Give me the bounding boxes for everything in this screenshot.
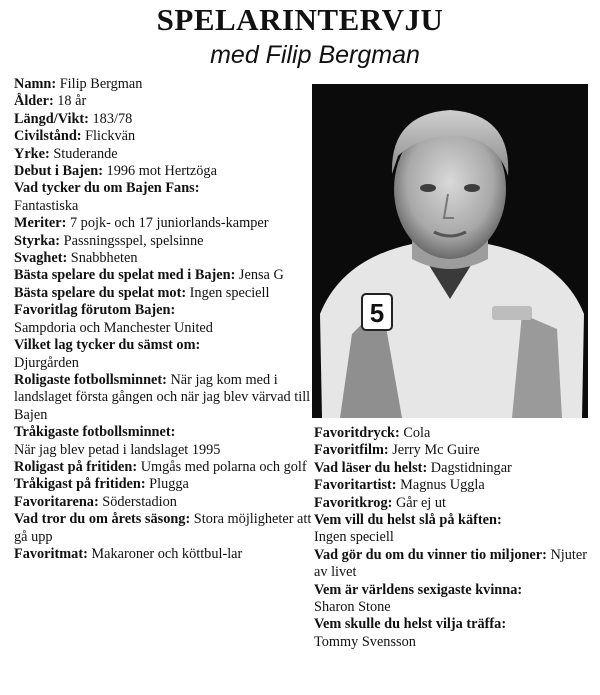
jersey-number: 5 xyxy=(369,298,385,328)
entry-vilja-traffa xyxy=(314,616,600,651)
entry-favoritfilm xyxy=(314,442,600,459)
entry-svaghet xyxy=(14,250,314,267)
question: Vem skulle du helst vilja träffa: xyxy=(314,616,507,633)
entry-laser xyxy=(314,460,600,477)
question: Yrke: xyxy=(14,145,50,162)
question: Favoritfilm: xyxy=(314,442,389,459)
question: Tråkigast på fritiden: xyxy=(14,476,146,493)
entry-favoritdryck xyxy=(314,425,600,442)
answer: Studerande xyxy=(53,145,118,162)
question: Bästa spelare du spelat med i Bajen: xyxy=(14,267,236,284)
question: Favoritartist: xyxy=(314,477,397,494)
entry-favoritmat xyxy=(14,546,314,563)
entry-favoritkrog xyxy=(314,495,600,512)
answer: Söderstadion xyxy=(102,493,177,510)
entry-styrka xyxy=(14,233,314,250)
question: Meriter: xyxy=(14,215,67,232)
answer: Cola xyxy=(403,425,431,441)
question: Styrka: xyxy=(14,232,61,249)
answer: När jag kom med i landslaget första gången och när jag blev värvad till Bajen xyxy=(14,371,311,423)
entry-basta-med xyxy=(14,267,314,284)
answer: Sampdoria och Manchester United xyxy=(14,319,213,336)
answer: Djurgården xyxy=(14,354,79,371)
question: Favoritlag förutom Bajen: xyxy=(14,302,176,319)
entry-favoritartist xyxy=(314,477,600,494)
entry-roligast-fritid xyxy=(14,459,314,476)
right-eye xyxy=(464,184,480,192)
question: Vad gör du om du vinner tio miljoner: xyxy=(314,546,547,563)
entry-sexigaste-kvinna xyxy=(314,582,600,617)
question: Längd/Vikt: xyxy=(14,110,89,127)
question: Namn: xyxy=(14,76,57,92)
entry-bajen-fans xyxy=(14,180,314,215)
answer: Jerry Mc Guire xyxy=(392,442,480,459)
answer: 7 pojk- och 17 juniorlands-kamper xyxy=(69,215,269,232)
answer: Tommy Svensson xyxy=(314,633,416,650)
answer: Umgås med polarna och golf xyxy=(140,458,307,475)
entry-yrke xyxy=(14,146,314,163)
answer: Plugga xyxy=(149,476,189,493)
answer: Magnus Uggla xyxy=(400,477,485,494)
answer: Går ej ut xyxy=(395,494,446,511)
entry-alder xyxy=(14,93,314,110)
answer: Ingen speciell xyxy=(189,284,270,301)
answer: Njuter av livet xyxy=(314,546,587,581)
answer: När jag blev petad i landslaget 1995 xyxy=(14,441,221,458)
answer: Stora möjligheter att gå upp xyxy=(14,511,312,545)
page-title: SPELARINTERVJU xyxy=(156,2,444,37)
answer: Sharon Stone xyxy=(314,599,391,616)
answer: 1996 mot Hertzöga xyxy=(106,163,217,180)
entry-basta-mot xyxy=(14,285,314,302)
answer: 183/78 xyxy=(92,110,133,127)
answer: Dagstidningar xyxy=(430,459,512,476)
question: Vad tror du om årets säsong: xyxy=(14,511,191,528)
entry-samst-lag xyxy=(14,337,314,372)
question: Favoritdryck: xyxy=(314,425,400,441)
question: Vem vill du helst slå på käften: xyxy=(314,512,502,529)
entry-trakigast-fritid xyxy=(14,476,314,493)
answer: Makaroner och köttbul-lar xyxy=(91,545,243,562)
question: Svaghet: xyxy=(14,250,68,267)
entry-trakigaste-minne xyxy=(14,424,314,459)
entry-sla-kaften xyxy=(314,512,600,547)
question: Roligast på fritiden: xyxy=(14,458,138,475)
entry-meriter xyxy=(14,215,314,232)
player-photo xyxy=(312,84,588,418)
answer: Flickvän xyxy=(85,128,136,145)
left-eye xyxy=(420,184,436,192)
question: Favoritkrog: xyxy=(314,494,393,511)
entry-civilstand xyxy=(14,128,314,145)
entry-namn xyxy=(14,76,314,93)
question: Vad tycker du om Bajen Fans: xyxy=(14,180,200,197)
entry-debut xyxy=(14,163,314,180)
question: Vad läser du helst: xyxy=(314,459,428,476)
question: Vem är världens sexigaste kvinna: xyxy=(314,581,523,598)
question: Vilket lag tycker du sämst om: xyxy=(14,337,201,354)
entry-favoritarena xyxy=(14,494,314,511)
entry-langd-vikt xyxy=(14,111,314,128)
question: Tråkigaste fotbollsminnet: xyxy=(14,424,176,441)
answer: Filip Bergman xyxy=(59,76,143,92)
sponsor-logo xyxy=(492,306,532,320)
question: Bästa spelare du spelat mot: xyxy=(14,284,187,301)
question: Favoritarena: xyxy=(14,493,99,510)
question: Debut i Bajen: xyxy=(14,163,103,180)
player-portrait-image xyxy=(312,84,588,418)
answer: Snabbheten xyxy=(70,250,138,267)
question: Favoritmat: xyxy=(14,545,88,562)
interview-right-column xyxy=(314,425,600,651)
entry-roligaste-minne xyxy=(14,372,314,424)
answer: 18 år xyxy=(57,93,87,110)
page-subtitle: med Filip Bergman xyxy=(210,41,420,69)
entry-tio-miljoner xyxy=(314,547,600,582)
entry-favoritlag xyxy=(14,302,314,337)
entry-sasong xyxy=(14,511,314,546)
question: Ålder: xyxy=(14,93,54,110)
answer: Ingen speciell xyxy=(314,529,394,546)
interview-left-column xyxy=(14,76,314,563)
answer: Passningsspel, spelsinne xyxy=(63,232,204,249)
answer: Fantastiska xyxy=(14,197,79,214)
question: Civilstånd: xyxy=(14,128,82,145)
answer: Jensa G xyxy=(238,267,284,284)
question: Roligaste fotbollsminnet: xyxy=(14,371,167,388)
